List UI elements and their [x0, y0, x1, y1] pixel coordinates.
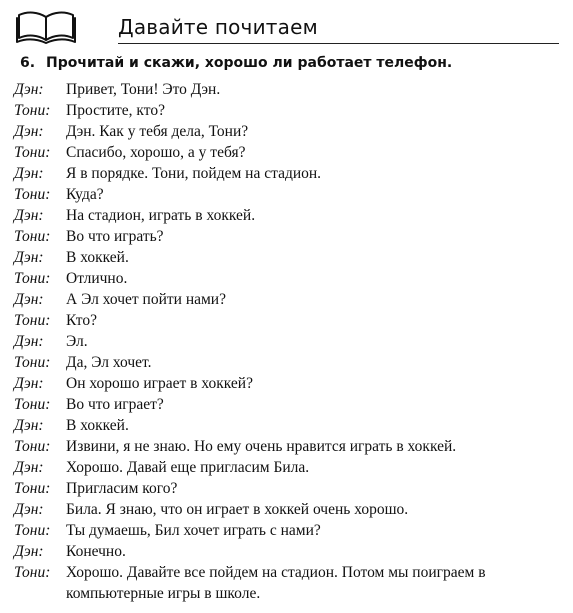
line-text: Конечно.: [66, 543, 126, 560]
section-title: Давайте почитаем: [118, 15, 318, 39]
dialogue-line: [14, 436, 566, 457]
dialogue-line: [14, 331, 566, 352]
speaker-label: Тони:: [14, 270, 51, 287]
dialogue-line: [14, 205, 566, 226]
line-text: Отлично.: [66, 270, 128, 287]
speaker-label: Тони:: [14, 438, 51, 455]
line-text: В хоккей.: [66, 417, 129, 434]
line-text: Хорошо. Давай еще пригласим Била.: [66, 459, 310, 476]
speaker-label: Тони:: [14, 102, 51, 119]
speaker-label: Дэн:: [14, 459, 44, 476]
speaker-label: Дэн:: [14, 333, 44, 350]
open-book-icon: [14, 8, 78, 46]
speaker-label: Тони:: [14, 354, 51, 371]
dialogue-line: [14, 247, 566, 268]
dialogue-line: [14, 79, 566, 100]
speaker-label: Дэн:: [14, 81, 44, 98]
speaker-label: Дэн:: [14, 417, 44, 434]
speaker-label: Дэн:: [14, 375, 44, 392]
dialogue-line: [14, 268, 566, 289]
dialogue-line: [14, 457, 566, 478]
dialogue-line: [14, 100, 566, 121]
line-text: Пригласим кого?: [66, 480, 178, 497]
speaker-label: Дэн:: [14, 249, 44, 266]
dialogue-line: [14, 310, 566, 331]
line-text: Куда?: [66, 186, 104, 203]
line-text: На стадион, играть в хоккей.: [66, 207, 256, 224]
dialogue-line: [14, 226, 566, 247]
speaker-label: Дэн:: [14, 123, 44, 140]
speaker-label: Дэн:: [14, 543, 44, 560]
line-text: Хорошо. Давайте все пойдем на стадион. Потом мы поиграем в компьютерные игры в школе.: [66, 564, 486, 602]
speaker-label: Тони:: [14, 186, 51, 203]
speaker-label: Дэн:: [14, 501, 44, 518]
speaker-label: Тони:: [14, 522, 51, 539]
speaker-label: Тони:: [14, 312, 51, 329]
line-text: Я в порядке. Тони, пойдем на стадион.: [66, 165, 322, 182]
line-text: В хоккей.: [66, 249, 129, 266]
dialogue-line: [14, 163, 566, 184]
dialogue-line: [14, 184, 566, 205]
line-text: Кто?: [66, 312, 97, 329]
line-text: Била. Я знаю, что он играет в хоккей очень хорошо.: [66, 501, 409, 518]
line-text: Эл.: [66, 333, 88, 350]
dialogue-line: [14, 289, 566, 310]
speaker-label: Дэн:: [14, 165, 44, 182]
line-text: Дэн. Как у тебя дела, Тони?: [66, 123, 249, 140]
dialogue-line: [14, 394, 566, 415]
line-text: Во что играть?: [66, 228, 164, 245]
dialogue-line: [14, 373, 566, 394]
dialogue-line: [14, 142, 566, 163]
speaker-label: Тони:: [14, 564, 51, 581]
speaker-label: Дэн:: [14, 291, 44, 308]
line-text: Простите, кто?: [66, 102, 165, 119]
line-text: Извини, я не знаю. Но ему очень нравится играть в хоккей.: [66, 438, 457, 455]
line-text: А Эл хочет пойти нами?: [66, 291, 226, 308]
section-header: [14, 8, 559, 48]
line-text: Он хорошо играет в хоккей?: [66, 375, 253, 392]
line-text: Во что играет?: [66, 396, 164, 413]
line-text: Ты думаешь, Бил хочет играть с нами?: [66, 522, 321, 539]
dialogue-line: [14, 541, 566, 562]
dialogue-line: [14, 520, 566, 541]
speaker-label: Тони:: [14, 396, 51, 413]
exercise-number: 6.: [20, 55, 36, 71]
exercise-instruction: [20, 55, 452, 71]
dialogue-line: [14, 415, 566, 436]
line-text: Да, Эл хочет.: [66, 354, 152, 371]
dialogue-line: [14, 562, 566, 604]
exercise-text: Прочитай и скажи, хорошо ли работает телефон.: [46, 55, 453, 71]
speaker-label: Тони:: [14, 228, 51, 245]
dialogue-line: [14, 478, 566, 499]
dialogue-line: [14, 352, 566, 373]
speaker-label: Тони:: [14, 480, 51, 497]
dialogue-line: [14, 121, 566, 142]
speaker-label: Дэн:: [14, 207, 44, 224]
line-text: Привет, Тони! Это Дэн.: [66, 81, 221, 98]
title-divider: [118, 43, 559, 44]
speaker-label: Тони:: [14, 144, 51, 161]
dialogue: [14, 79, 566, 604]
dialogue-line: [14, 499, 566, 520]
line-text: Спасибо, хорошо, а у тебя?: [66, 144, 246, 161]
